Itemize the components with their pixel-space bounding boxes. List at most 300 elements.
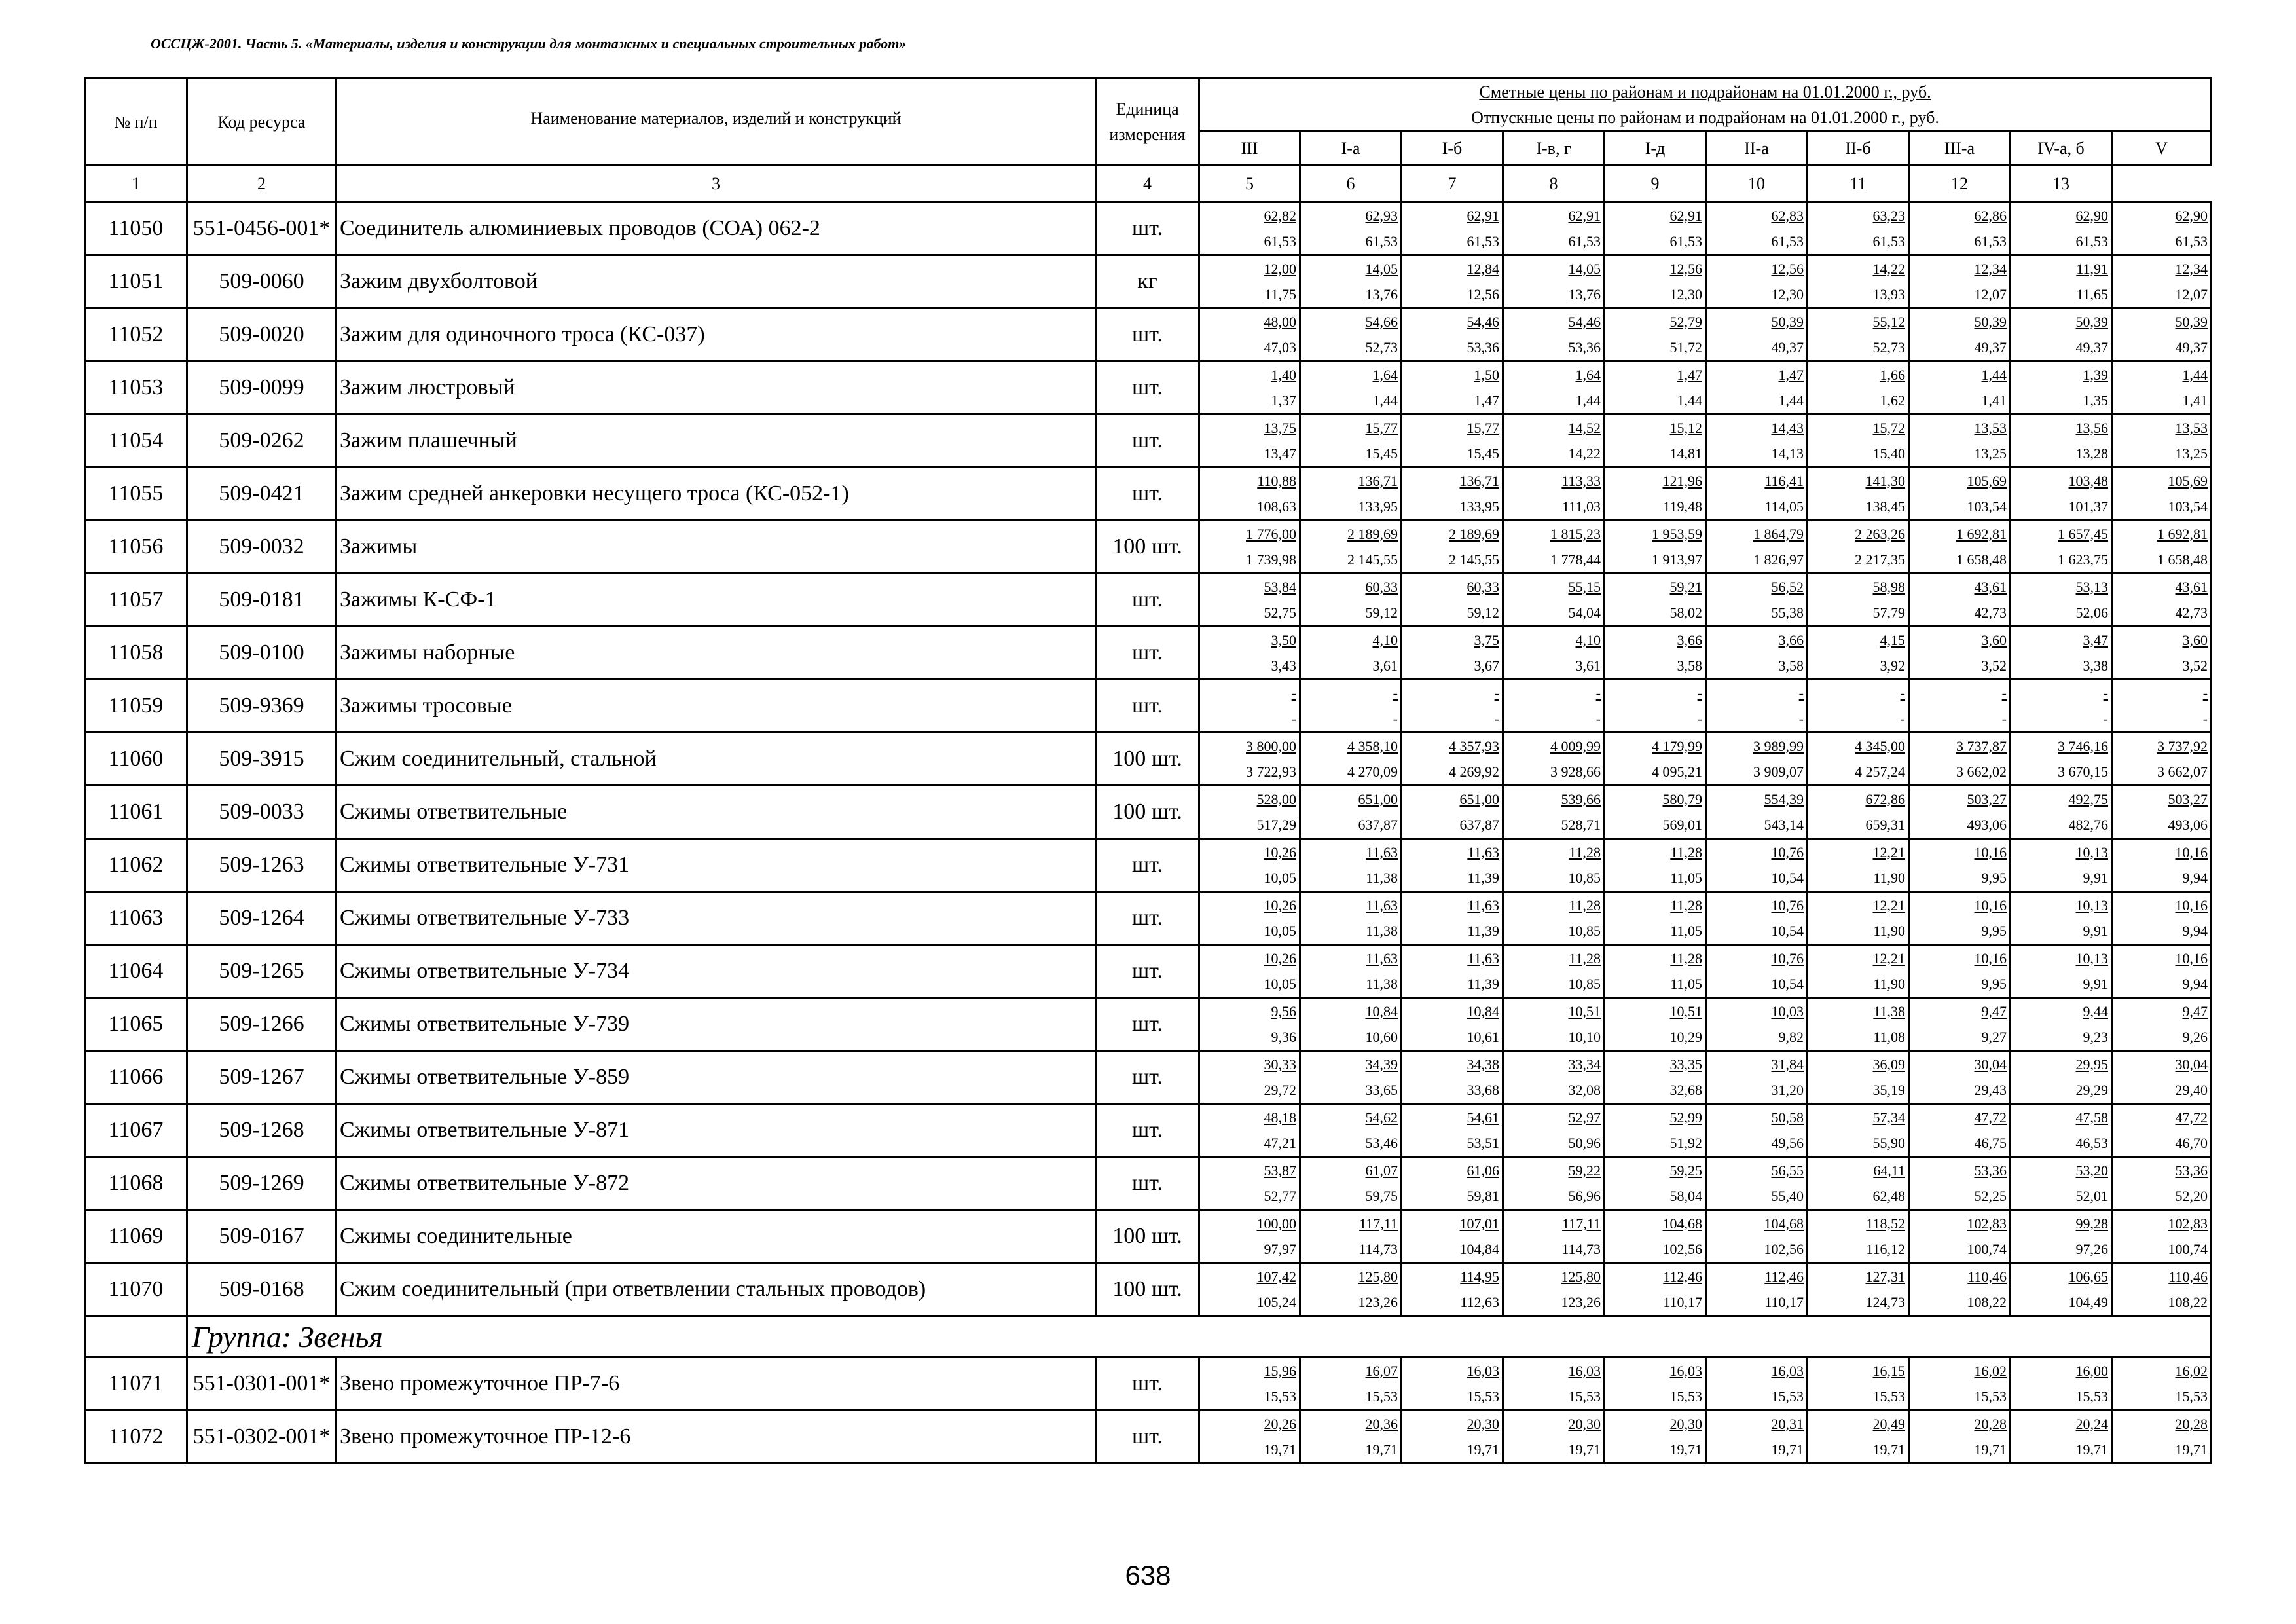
group-row [85, 1316, 2212, 1357]
col-code-header: Код ресурса [187, 79, 337, 166]
estimate-price: 141,30 [1865, 472, 1905, 489]
price-cell [1808, 839, 1909, 892]
estimate-price: 12,84 [1467, 260, 1499, 277]
column-number: 3 [337, 166, 1096, 202]
estimate-price: 1,50 [1474, 366, 1499, 383]
release-price: 61,53 [1771, 232, 1804, 249]
estimate-price: - [2202, 684, 2208, 701]
release-price: 50,96 [1568, 1134, 1601, 1151]
table-row [85, 202, 2212, 255]
release-price: 49,37 [1771, 339, 1804, 356]
estimate-price: 10,13 [2075, 843, 2108, 860]
release-price: 58,02 [1669, 604, 1702, 621]
price-cell [1503, 998, 1605, 1051]
price-cell [1706, 786, 1808, 839]
release-price: 29,29 [2075, 1081, 2108, 1098]
price-cell [1909, 1051, 2011, 1104]
resource-code: 509-0032 [187, 521, 337, 574]
price-cell [1199, 1210, 1300, 1263]
release-price: 1,44 [1575, 392, 1601, 409]
estimate-price: 102,83 [2168, 1215, 2208, 1232]
release-price: 2 145,55 [1449, 551, 1499, 568]
price-cell [1503, 892, 1605, 945]
estimate-price: 60,33 [1365, 578, 1398, 595]
release-price: 15,53 [2075, 1388, 2108, 1405]
price-cell [1808, 1357, 1909, 1411]
release-price: 13,93 [1872, 286, 1905, 303]
price-cell [1909, 733, 2011, 786]
price-cell [1402, 733, 1503, 786]
estimate-price: 11,28 [1670, 896, 1702, 913]
release-price: 54,04 [1568, 604, 1601, 621]
estimate-price: 33,35 [1669, 1056, 1702, 1073]
estimate-price: 117,11 [1359, 1215, 1398, 1232]
release-price: 19,71 [1365, 1441, 1398, 1458]
price-cell [1808, 998, 1909, 1051]
material-name: Зажим двухболтовой [337, 255, 1096, 308]
price-cell [2112, 521, 2212, 574]
release-price: 53,46 [1365, 1134, 1398, 1151]
release-price: 47,21 [1264, 1134, 1296, 1151]
estimate-price: 9,56 [1271, 1003, 1296, 1020]
price-cell [1706, 1357, 1808, 1411]
price-cell [1402, 415, 1503, 468]
release-price: 13,76 [1568, 286, 1601, 303]
price-cell [1605, 892, 1706, 945]
unit-of-measure: 100 шт. [1096, 786, 1199, 839]
price-cell [1402, 521, 1503, 574]
price-cell [1706, 308, 1808, 361]
price-cell [1199, 733, 1300, 786]
release-price: 2 145,55 [1347, 551, 1398, 568]
price-cell [1909, 468, 2011, 521]
price-cell [1402, 998, 1503, 1051]
release-price: 12,07 [2175, 286, 2208, 303]
release-price: 10,54 [1771, 869, 1804, 886]
estimate-price: 53,13 [2075, 578, 2108, 595]
estimate-price: 113,33 [1561, 472, 1601, 489]
release-price: 52,25 [1974, 1187, 2007, 1204]
price-cell [1909, 680, 2011, 733]
price-cell [2112, 308, 2212, 361]
release-price: 49,37 [2175, 339, 2208, 356]
release-price: 3,61 [1372, 657, 1398, 674]
estimate-price: 13,75 [1264, 419, 1296, 436]
estimate-price: 63,23 [1872, 207, 1905, 224]
price-cell [1808, 1051, 1909, 1104]
estimate-price: 11,63 [1366, 843, 1398, 860]
release-price: 124,73 [1865, 1293, 1905, 1310]
price-cell [2011, 1210, 2112, 1263]
release-price: 12,07 [1974, 286, 2007, 303]
price-cell [1503, 786, 1605, 839]
price-cell [2011, 255, 2112, 308]
price-cell [2011, 308, 2112, 361]
release-price: 19,71 [2075, 1441, 2108, 1458]
release-price: 53,36 [1467, 339, 1499, 356]
price-cell [1300, 1210, 1402, 1263]
price-cell [1706, 415, 1808, 468]
price-cell [1300, 1411, 1402, 1464]
release-price: 15,53 [1669, 1388, 1702, 1405]
release-price: 15,45 [1467, 445, 1499, 462]
estimate-price: 11,28 [1670, 843, 1702, 860]
region-header: I-д [1605, 132, 1706, 166]
estimate-price: 62,82 [1264, 207, 1296, 224]
release-price: 112,63 [1460, 1293, 1499, 1310]
estimate-price: 672,86 [1865, 790, 1905, 807]
unit-of-measure: 100 шт. [1096, 1263, 1199, 1316]
release-price: 1,44 [1677, 392, 1702, 409]
estimate-price: 125,80 [1561, 1268, 1601, 1285]
price-cell [2011, 892, 2112, 945]
estimate-price: 528,00 [1256, 790, 1296, 807]
price-cell [1706, 1051, 1808, 1104]
unit-of-measure: 100 шт. [1096, 733, 1199, 786]
material-name: Зажимы [337, 521, 1096, 574]
price-cell [2011, 839, 2112, 892]
price-cell [1909, 1210, 2011, 1263]
estimate-price: 3 989,99 [1753, 737, 1804, 754]
estimate-price: 503,27 [1967, 790, 2007, 807]
price-cell [1402, 1357, 1503, 1411]
estimate-price: 62,91 [1669, 207, 1702, 224]
release-price: 569,01 [1662, 816, 1702, 833]
row-number: 11063 [85, 892, 187, 945]
table-row [85, 521, 2212, 574]
estimate-price: 10,16 [1974, 843, 2007, 860]
release-price: 1,41 [1981, 392, 2007, 409]
material-name: Сжимы ответвительные У-734 [337, 945, 1096, 998]
release-price: 55,38 [1771, 604, 1804, 621]
unit-of-measure: шт. [1096, 839, 1199, 892]
price-cell [1300, 308, 1402, 361]
estimate-price: 20,24 [2075, 1415, 2108, 1432]
group-spacer [85, 1316, 187, 1357]
release-price: 9,91 [2083, 975, 2108, 992]
release-price: 1 658,48 [1956, 551, 2007, 568]
estimate-price: 1 692,81 [1956, 525, 2007, 542]
price-cell [1808, 415, 1909, 468]
release-price: 10,85 [1568, 869, 1601, 886]
estimate-price: 107,01 [1459, 1215, 1499, 1232]
release-price: 55,90 [1872, 1134, 1905, 1151]
release-price: 9,27 [1981, 1028, 2007, 1045]
estimate-price: 1,64 [1372, 366, 1398, 383]
price-cell [1909, 627, 2011, 680]
estimate-price: 54,46 [1467, 313, 1499, 330]
price-cell [1808, 308, 1909, 361]
price-cell [1808, 892, 1909, 945]
release-price: 57,79 [1872, 604, 1905, 621]
price-cell [1808, 627, 1909, 680]
price-cell [1503, 1157, 1605, 1210]
release-price: 9,95 [1981, 975, 2007, 992]
price-cell [1503, 733, 1605, 786]
row-number: 11053 [85, 361, 187, 415]
release-price: 482,76 [2068, 816, 2108, 833]
material-name: Сжимы соединительные [337, 1210, 1096, 1263]
price-cell [1402, 361, 1503, 415]
table-row [85, 786, 2212, 839]
estimate-price: 1 864,79 [1753, 525, 1804, 542]
resource-code: 509-0168 [187, 1263, 337, 1316]
price-cell [1605, 786, 1706, 839]
estimate-price: 1,40 [1271, 366, 1296, 383]
release-price: 19,71 [1669, 1441, 1702, 1458]
estimate-price: 20,28 [1974, 1415, 2007, 1432]
estimate-price: 50,39 [1771, 313, 1804, 330]
price-cell [1503, 521, 1605, 574]
estimate-price: - [1900, 684, 1905, 701]
price-cell [1706, 680, 1808, 733]
resource-code: 551-0456-001* [187, 202, 337, 255]
estimate-price: 14,05 [1568, 260, 1601, 277]
price-cell [1605, 361, 1706, 415]
resource-code: 509-0020 [187, 308, 337, 361]
release-price: 110,17 [1663, 1293, 1702, 1310]
price-cell [1808, 574, 1909, 627]
release-price: 32,08 [1568, 1081, 1601, 1098]
price-cell [2011, 521, 2112, 574]
unit-of-measure: 100 шт. [1096, 521, 1199, 574]
price-cell [1300, 945, 1402, 998]
release-price: 10,85 [1568, 922, 1601, 939]
estimate-price: 11,91 [2076, 260, 2108, 277]
price-cell [1503, 255, 1605, 308]
price-cell [1503, 839, 1605, 892]
release-price: 11,38 [1366, 869, 1398, 886]
estimate-price: 4,10 [1372, 631, 1398, 648]
column-number: 2 [187, 166, 337, 202]
estimate-price: 16,00 [2075, 1362, 2108, 1379]
estimate-price: 554,39 [1764, 790, 1804, 807]
release-price: 15,53 [1467, 1388, 1499, 1405]
price-cell [1706, 945, 1808, 998]
unit-of-measure: кг [1096, 255, 1199, 308]
price-cell [1909, 255, 2011, 308]
unit-of-measure: шт. [1096, 892, 1199, 945]
price-cell [1808, 1263, 1909, 1316]
table-row [85, 1210, 2212, 1263]
estimate-price: 4,10 [1575, 631, 1601, 648]
estimate-price: 55,15 [1568, 578, 1601, 595]
release-price: 3 909,07 [1753, 763, 1804, 780]
price-cell [1706, 1411, 1808, 1464]
unit-of-measure: шт. [1096, 1104, 1199, 1157]
estimate-price: 52,79 [1669, 313, 1702, 330]
estimate-price: 112,46 [1663, 1268, 1702, 1285]
estimate-price: 4 358,10 [1347, 737, 1398, 754]
estimate-price: 651,00 [1459, 790, 1499, 807]
price-cell [1808, 945, 1909, 998]
price-cell [1909, 361, 2011, 415]
price-cell [1909, 786, 2011, 839]
estimate-price: 20,28 [2175, 1415, 2208, 1432]
release-price: 46,75 [1974, 1134, 2007, 1151]
col-num-header: № п/п [85, 79, 187, 166]
unit-of-measure: 100 шт. [1096, 1210, 1199, 1263]
price-cell [1605, 415, 1706, 468]
prices-title-release: Отпускные цены по районам и подрайонам на 01.01.2000 г., руб. [1471, 108, 1939, 127]
release-price: 3,58 [1677, 657, 1702, 674]
row-number: 11057 [85, 574, 187, 627]
estimate-price: 16,03 [1568, 1362, 1601, 1379]
unit-of-measure: шт. [1096, 945, 1199, 998]
price-cell [2011, 733, 2112, 786]
prices-title [1199, 79, 2212, 132]
row-number: 11060 [85, 733, 187, 786]
estimate-price: 10,26 [1264, 843, 1296, 860]
unit-of-measure: шт. [1096, 361, 1199, 415]
release-price: 47,03 [1264, 339, 1296, 356]
material-name: Сжимы ответвительные У-733 [337, 892, 1096, 945]
release-price: 59,75 [1365, 1187, 1398, 1204]
release-price: 9,82 [1778, 1028, 1804, 1045]
release-price: 52,77 [1264, 1187, 1296, 1204]
estimate-price: 12,34 [1974, 260, 2007, 277]
release-price: 10,05 [1264, 922, 1296, 939]
estimate-price: 62,90 [2075, 207, 2108, 224]
release-price: 42,73 [1974, 604, 2007, 621]
estimate-price: 1 692,81 [2157, 525, 2208, 542]
region-header: I-в, г [1503, 132, 1605, 166]
price-cell [1808, 361, 1909, 415]
price-cell [1402, 1104, 1503, 1157]
resource-code: 509-1269 [187, 1157, 337, 1210]
estimate-price: 57,34 [1872, 1109, 1905, 1126]
price-cell [1808, 1411, 1909, 1464]
release-price: 56,96 [1568, 1187, 1601, 1204]
price-cell [1503, 308, 1605, 361]
estimate-price: 61,07 [1365, 1162, 1398, 1179]
estimate-price: 12,21 [1872, 843, 1905, 860]
release-price: 133,95 [1459, 498, 1499, 515]
row-number: 11069 [85, 1210, 187, 1263]
price-cell [1503, 1263, 1605, 1316]
estimate-price: 15,12 [1669, 419, 1702, 436]
estimate-price: 47,72 [1974, 1109, 2007, 1126]
column-number: 1 [85, 166, 187, 202]
estimate-price: 99,28 [2075, 1215, 2108, 1232]
resource-code: 551-0302-001* [187, 1411, 337, 1464]
unit-of-measure: шт. [1096, 415, 1199, 468]
price-cell [1503, 627, 1605, 680]
material-name: Сжим соединительный, стальной [337, 733, 1096, 786]
estimate-price: 50,39 [2075, 313, 2108, 330]
release-price: 15,53 [1974, 1388, 2007, 1405]
price-cell [1402, 892, 1503, 945]
release-price: 15,53 [1568, 1388, 1601, 1405]
estimate-price: 10,51 [1568, 1003, 1601, 1020]
material-name: Зажим люстровый [337, 361, 1096, 415]
estimate-price: 12,56 [1771, 260, 1804, 277]
price-cell [1909, 839, 2011, 892]
estimate-price: 103,48 [2068, 472, 2108, 489]
estimate-price: 3 737,92 [2157, 737, 2208, 754]
estimate-price: 1,64 [1575, 366, 1601, 383]
price-cell [2011, 574, 2112, 627]
price-cell [1605, 1263, 1706, 1316]
estimate-price: 50,39 [1974, 313, 2007, 330]
estimate-price: 12,00 [1264, 260, 1296, 277]
estimate-price: 16,02 [1974, 1362, 2007, 1379]
estimate-price: 4 357,93 [1449, 737, 1499, 754]
release-price: 31,20 [1771, 1081, 1804, 1098]
price-cell [1909, 1104, 2011, 1157]
release-price: 100,74 [2168, 1240, 2208, 1257]
release-price: 13,28 [2075, 445, 2108, 462]
price-cell [1199, 839, 1300, 892]
estimate-price: 50,39 [2175, 313, 2208, 330]
estimate-price: 9,47 [1981, 1003, 2007, 1020]
price-cell [1300, 1157, 1402, 1210]
release-price: 517,29 [1256, 816, 1296, 833]
release-price: 13,25 [2175, 445, 2208, 462]
table-row [85, 574, 2212, 627]
release-price: 1,62 [1880, 392, 1905, 409]
estimate-price: 16,03 [1467, 1362, 1499, 1379]
price-cell [1503, 1411, 1605, 1464]
price-cell [1706, 361, 1808, 415]
release-price: 97,26 [2075, 1240, 2108, 1257]
estimate-price: 48,00 [1264, 313, 1296, 330]
price-cell [1402, 255, 1503, 308]
release-price: 104,49 [2068, 1293, 2108, 1310]
estimate-price: 53,87 [1264, 1162, 1296, 1179]
material-name: Звено промежуточное ПР-12-6 [337, 1411, 1096, 1464]
price-cell [2011, 361, 2112, 415]
price-cell [1402, 308, 1503, 361]
resource-code: 509-1266 [187, 998, 337, 1051]
price-cell [1706, 627, 1808, 680]
price-cell [2112, 733, 2212, 786]
release-price: 52,01 [2075, 1187, 2108, 1204]
release-price: 9,94 [2182, 869, 2208, 886]
release-price: 55,40 [1771, 1187, 1804, 1204]
estimate-price: 1 776,00 [1246, 525, 1296, 542]
release-price: 100,74 [1967, 1240, 2007, 1257]
release-price: 114,73 [1358, 1240, 1398, 1257]
price-cell [1402, 1051, 1503, 1104]
release-price: 12,30 [1771, 286, 1804, 303]
region-header: III-а [1909, 132, 2011, 166]
release-price: 1 913,97 [1652, 551, 1702, 568]
estimate-price: - [2001, 684, 2007, 701]
table-row [85, 1411, 2212, 1464]
unit-of-measure: шт. [1096, 1051, 1199, 1104]
estimate-price: 105,69 [2168, 472, 2208, 489]
price-cell [2011, 786, 2112, 839]
estimate-price: - [1697, 684, 1702, 701]
resource-code: 551-0301-001* [187, 1357, 337, 1411]
table-row [85, 998, 2212, 1051]
estimate-price: 47,72 [2175, 1109, 2208, 1126]
estimate-price: 1,47 [1778, 366, 1804, 383]
price-cell [2112, 361, 2212, 415]
row-number: 11072 [85, 1411, 187, 1464]
estimate-price: 13,56 [2075, 419, 2108, 436]
column-number: 12 [1909, 166, 2011, 202]
release-price: 12,30 [1669, 286, 1702, 303]
price-cell [2112, 680, 2212, 733]
release-price: 9,95 [1981, 922, 2007, 939]
price-cell [1300, 521, 1402, 574]
release-price: 11,90 [1873, 975, 1905, 992]
release-price: - [1798, 710, 1804, 727]
row-number: 11054 [85, 415, 187, 468]
row-number: 11066 [85, 1051, 187, 1104]
